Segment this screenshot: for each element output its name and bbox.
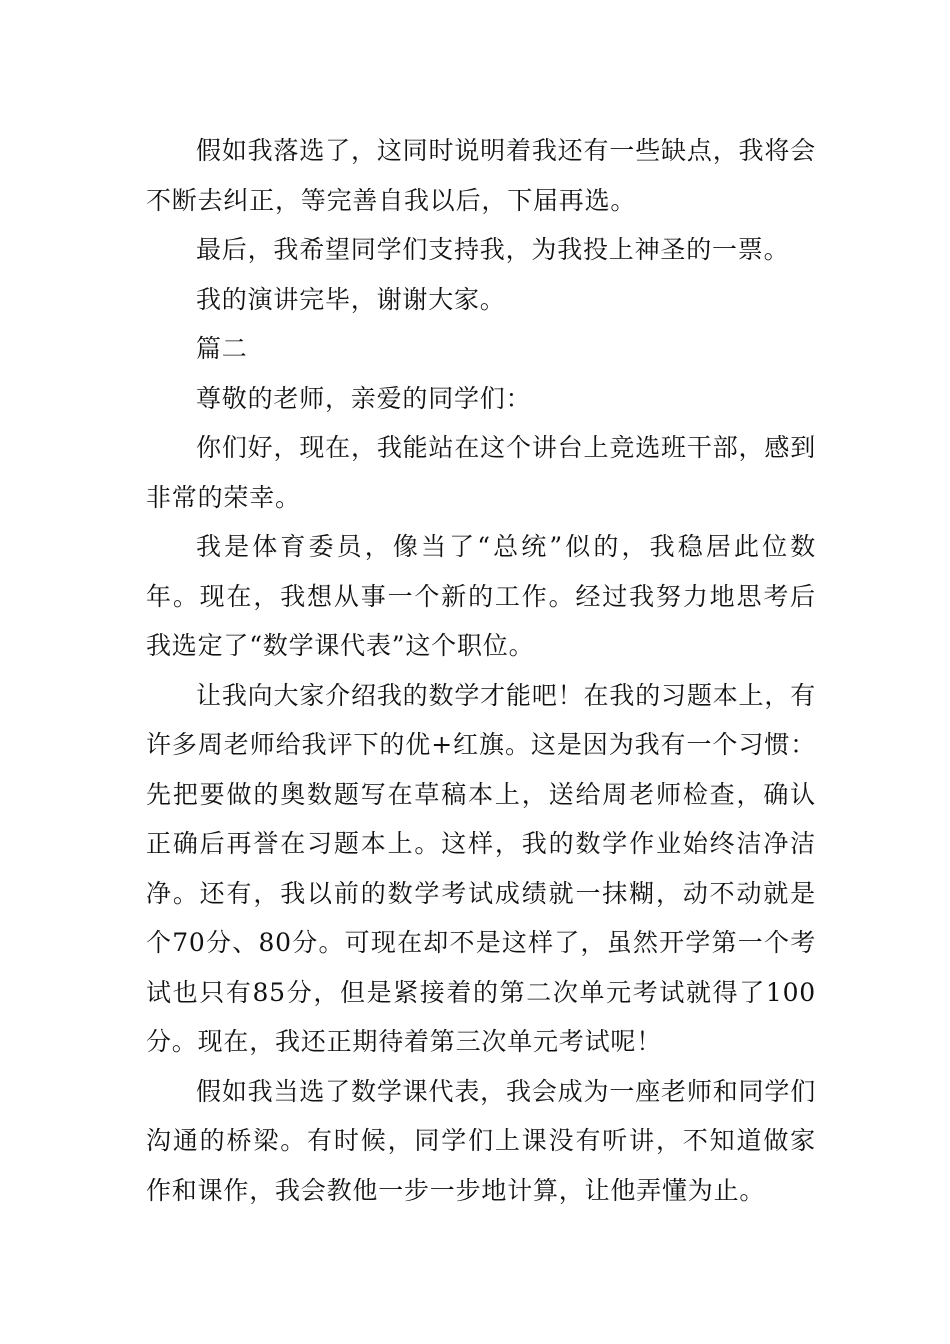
- paragraph-if-elected: 假如我当选了数学课代表，我会成为一座老师和同学们沟通的桥梁。有时候，同学们上课没有听讲，不知道做家作和课作，我会教他一步一步地计算，让他弄懂为止。: [146, 1076, 816, 1205]
- paragraph-current-role: 我是体育委员，像当了“总统”似的，我稳居此位数年。现在，我想从事一个新的工作。经过我努力地思考后我选定了“数学课代表”这个职位。: [146, 532, 816, 660]
- paragraph-lose-election: 假如我落选了，这同时说明着我还有一些缺点，我将会不断去纠正，等完善自我以后，下届再选。: [146, 136, 816, 215]
- paragraph-math-ability: 让我向大家介绍我的数学才能吧！在我的习题本上，有许多周老师给我评下的优+红旗。这是因为我有一个习惯：先把要做的奥数题写在草稿本上，送给周老师检查，确认正确后再誉在习题本上。这样，我的数学作业始终洁净洁净。还有，我以前的数学考试成绩就一抹糊，动不动就是个70分、80分。可现在却不是这样了，虽然开学第一个考试也只有85分，但是紧接着的第二次单元考试就得了100分。现在，我还正期待着第三次单元考试呢！: [146, 680, 816, 1056]
- section-heading: 篇二: [196, 334, 248, 363]
- paragraph-greeting: 尊敬的老师，亲爱的同学们：: [196, 383, 532, 413]
- paragraph-ask-support: 最后，我希望同学们支持我，为我投上神圣的一票。: [196, 235, 790, 264]
- document-body: [146, 126, 816, 1215]
- paragraph-introduction: 你们好，现在，我能站在这个讲台上竞选班干部，感到非常的荣幸。: [146, 433, 816, 512]
- paragraph-speech-end: 我的演讲完毕，谢谢大家。: [196, 284, 506, 314]
